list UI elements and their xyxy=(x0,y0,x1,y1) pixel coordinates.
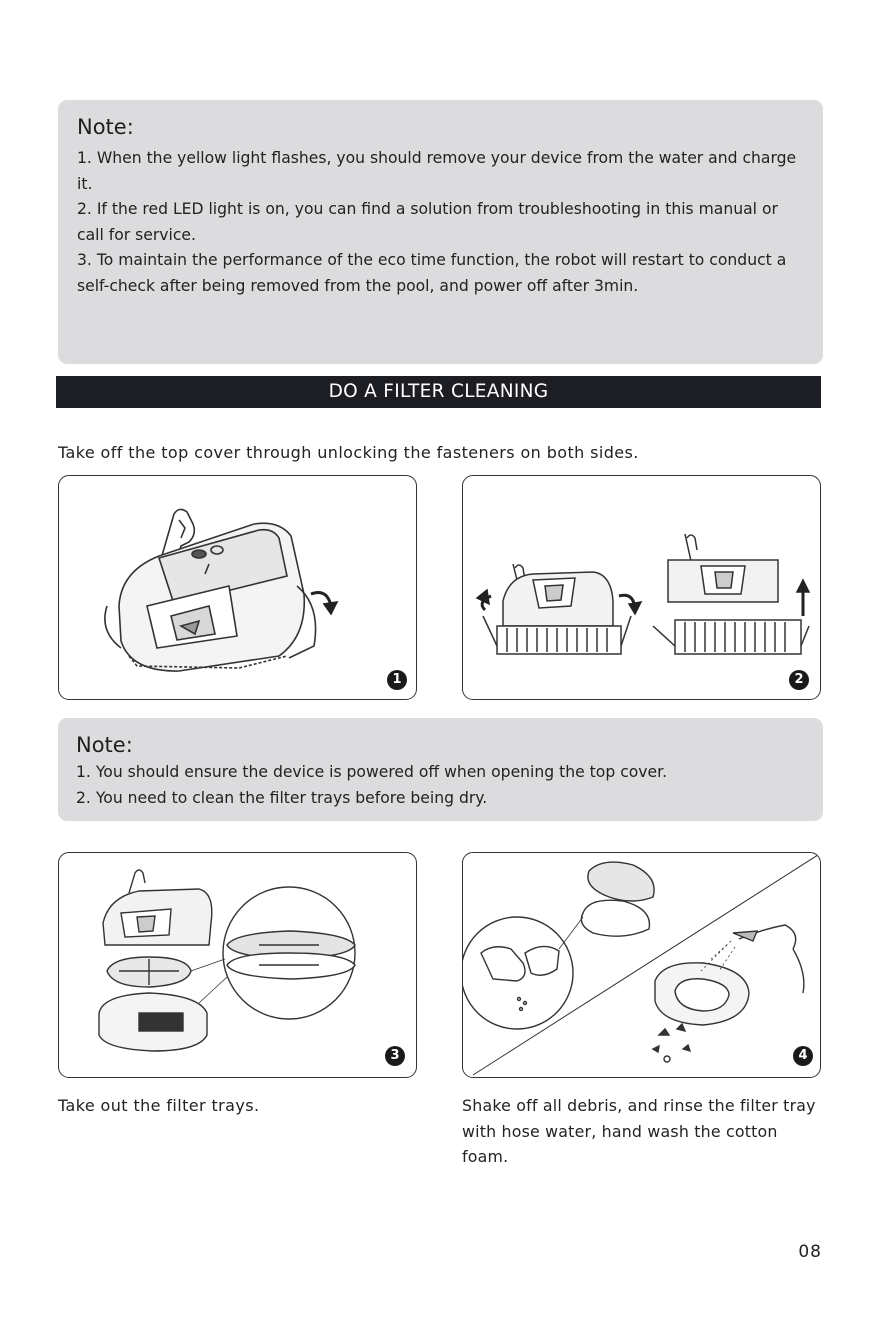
step-4-illustration xyxy=(462,852,821,1078)
step-3-illustration xyxy=(58,852,417,1078)
instruction-remove-cover: Take off the top cover through unlocking the fasteners on both sides. xyxy=(58,443,639,462)
robot-cover-unlock-drawing xyxy=(59,476,417,700)
step-number-badge: 2 xyxy=(789,670,809,690)
note-item: 2. You need to clean the filter trays before being dry. xyxy=(76,788,488,807)
page-number: 08 xyxy=(798,1242,822,1262)
caption-step-3: Take out the filter trays. xyxy=(58,1096,260,1115)
step-number-badge: 1 xyxy=(387,670,407,690)
filter-trays-drawing xyxy=(59,853,417,1078)
step-number-badge: 4 xyxy=(793,1046,813,1066)
step-number-badge: 3 xyxy=(385,1046,405,1066)
step-2-illustration xyxy=(462,475,821,700)
note-item: 2. If the red LED light is on, you can find a solution from troubleshooting in this manual or call for service. xyxy=(77,200,778,244)
step-1-illustration xyxy=(58,475,417,700)
section-title-banner: DO A FILTER CLEANING xyxy=(56,376,821,408)
note-box-status-lights xyxy=(58,100,823,364)
cover-lift-drawing xyxy=(463,476,821,700)
shake-and-rinse-drawing xyxy=(463,853,821,1078)
note-title: Note: xyxy=(77,115,134,139)
caption-step-4: Shake off all debris, and rinse the filter tray with hose water, hand wash the cotton foam. xyxy=(462,1096,816,1166)
note-item: 1. When the yellow light flashes, you should remove your device from the water and charge it. xyxy=(77,149,797,193)
note-title: Note: xyxy=(76,733,133,757)
note-box-cover-safety xyxy=(58,718,823,821)
note-item: 1. You should ensure the device is powered off when opening the top cover. xyxy=(76,763,668,781)
note-item: 3. To maintain the performance of the eco time function, the robot will restart to conduct a self-check after being removed from the pool, and power off after 3min. xyxy=(77,251,787,295)
